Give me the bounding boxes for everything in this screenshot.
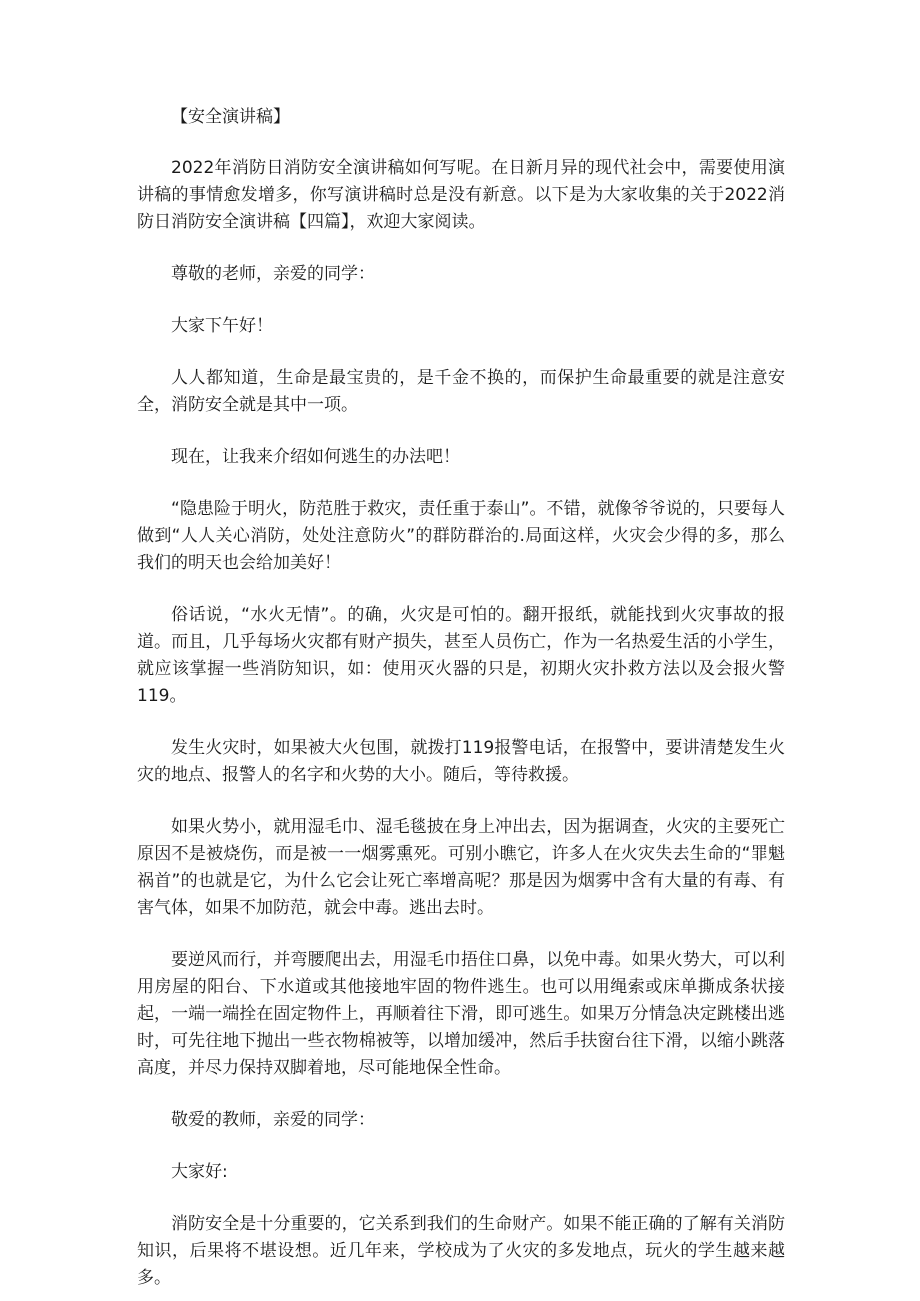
- greeting-paragraph: 敬爱的教师，亲爱的同学：: [171, 1110, 375, 1130]
- body-paragraph: 发生火灾时，如果被大火包围，就拨打119报警电话，在报警中，要讲清楚发生火灾的地点、报警人的名字和火势的大小。随后，等待救援。: [137, 738, 785, 785]
- salutation-paragraph: 大家下午好！: [171, 316, 273, 336]
- greeting-paragraph: 尊敬的老师，亲爱的同学：: [171, 264, 375, 284]
- body-paragraph: 消防安全是十分重要的，它关系到我们的生命财产。如果不能正确的了解有关消防知识，后果将不堪设想。近几年来，学校成为了火灾的多发地点，玩火的学生越来越多。: [137, 1214, 785, 1288]
- body-paragraph: 人人都知道，生命是最宝贵的，是千金不换的，而保护生命最重要的就是注意安全，消防安全就是其中一项。: [137, 368, 785, 415]
- body-paragraph: “隐患险于明火，防范胜于救灾，责任重于泰山”。不错，就像爷爷说的，只要每人做到“人人关心消防，处处注意防火”的群防群治的.局面这样，火灾会少得的多，那么我们的明天也会给加美好！: [137, 499, 785, 573]
- body-paragraph: 俗话说，“水火无情”。的确，火灾是可怕的。翻开报纸，就能找到火灾事故的报道。而且，几乎每场火灾都有财产损失，甚至人员伤亡，作为一名热爱生活的小学生，就应该掌握一些消防知识，如：使用灭火器的只是，初期火灾扑救方法以及会报火警119。: [137, 605, 785, 706]
- intro-paragraph: 2022年消防日消防安全演讲稿如何写呢。在日新月异的现代社会中，需要使用演讲稿的事情愈发增多，你写演讲稿时总是没有新意。以下是为大家收集的关于2022消防日消防安全演讲稿【四篇】，欢迎大家阅读。: [137, 158, 785, 232]
- body-paragraph: 如果火势小，就用湿毛巾、湿毛毯披在身上冲出去，因为据调查，火灾的主要死亡原因不是被烧伤，而是被一一烟雾熏死。可别小瞧它，许多人在火灾失去生命的“罪魁祸首”的也就是它，为什么它会让死亡率增高呢？那是因为烟雾中含有大量的有毒、有害气体，如果不加防范，就会中毒。逃出去时。: [137, 817, 785, 918]
- document-page: [137, 104, 785, 1292]
- salutation-paragraph: 大家好:: [171, 1162, 228, 1182]
- document-title: 【安全演讲稿】: [171, 107, 290, 127]
- body-paragraph: 要逆风而行，并弯腰爬出去，用湿毛巾捂住口鼻，以免中毒。如果火势大，可以利用房屋的阳台、下水道或其他接地牢固的物件逃生。也可以用绳索或床单撕成条状接起，一端一端拴在固定物件上，再顺着往下滑，即可逃生。如果万分情急决定跳楼出逃时，可先往地下抛出一些衣物棉被等，以增加缓冲，然后手扶窗台往下滑，以缩小跳落高度，并尽力保持双脚着地，尽可能地保全性命。: [137, 950, 785, 1078]
- body-paragraph: 现在，让我来介绍如何逃生的办法吧！: [171, 447, 460, 467]
